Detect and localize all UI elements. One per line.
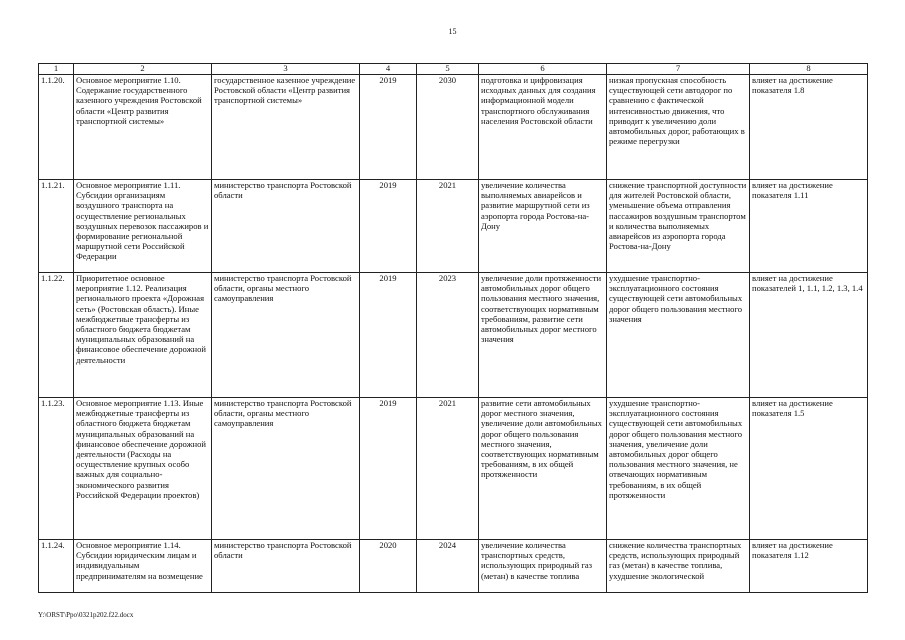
- end-year-cell: 2030: [417, 75, 479, 180]
- activities-table: [38, 63, 868, 593]
- row-number: 1.1.22.: [39, 273, 74, 398]
- consequence-cell: ухудшение транспортно-эксплуатационного состояния существующей сети автомобильных дорог общего пользования местного значения, увеличение доли автомобильных дорог общего пользования местного значения, не отвечающих нормативным требованиям, в их общей протяженности: [607, 398, 750, 540]
- indicator-link-cell: влияет на достижение показателя 1.11: [750, 180, 868, 273]
- column-header: 6: [479, 64, 607, 75]
- column-header: 3: [212, 64, 360, 75]
- executor-cell: министерство транспорта Ростовской области: [212, 540, 360, 593]
- column-header: 7: [607, 64, 750, 75]
- activity-cell: Приоритетное основное мероприятие 1.12. Реализация регионального проекта «Дорожная сеть» (Ростовская область). Иные межбюджетные трансферты из областного бюджета бюджетам муниципальных образований на финансовое обеспечение дорожной деятельности: [74, 273, 212, 398]
- column-header: 5: [417, 64, 479, 75]
- indicator-link-cell: влияет на достижение показателей 1, 1.1, 1.2, 1.3, 1.4: [750, 273, 868, 398]
- column-header: 2: [74, 64, 212, 75]
- table-row: [39, 273, 868, 398]
- table-container: [38, 63, 868, 607]
- result-cell: подготовка и цифровизация исходных данных для создания информационной модели транспортного обслуживания населения Ростовской области: [479, 75, 607, 180]
- executor-cell: министерство транспорта Ростовской области, органы местного самоуправления: [212, 398, 360, 540]
- start-year-cell: 2020: [360, 540, 417, 593]
- column-header: 4: [360, 64, 417, 75]
- result-cell: увеличение количества выполняемых авиарейсов и развитие маршрутной сети из аэропорта города Ростова-на-Дону: [479, 180, 607, 273]
- row-number: 1.1.23.: [39, 398, 74, 540]
- start-year-cell: 2019: [360, 273, 417, 398]
- document-path-footer: Y:\ORST\Ppo\0321p202.f22.docx: [38, 611, 134, 619]
- consequence-cell: снижение транспортной доступности для жителей Ростовской области, уменьшение объема отправления пассажиров воздушным транспортом и количества выполняемых авиарейсов из аэропорта города Ростова-на-Дону: [607, 180, 750, 273]
- indicator-link-cell: влияет на достижение показателя 1.12: [750, 540, 868, 593]
- table-row: [39, 398, 868, 540]
- result-cell: увеличение доли протяженности автомобильных дорог общего пользования местного значения, соответствующих нормативным требованиям, развитие сети автомобильных дорог местного значения: [479, 273, 607, 398]
- executor-cell: министерство транспорта Ростовской области, органы местного самоуправления: [212, 273, 360, 398]
- consequence-cell: низкая пропускная способность существующей сети автодорог по сравнению с фактической интенсивностью движения, что приводит к увеличению доли автомобильных дорог, работающих в режиме перегрузки: [607, 75, 750, 180]
- start-year-cell: 2019: [360, 398, 417, 540]
- indicator-link-cell: влияет на достижение показателя 1.5: [750, 398, 868, 540]
- executor-cell: министерство транспорта Ростовской области: [212, 180, 360, 273]
- table-row: [39, 540, 868, 593]
- consequence-cell: снижение количества транспортных средств, использующих природный газ (метан) в качестве топлива, ухудшение экологической: [607, 540, 750, 593]
- result-cell: увеличение количества транспортных средств, использующих природный газ (метан) в качестве топлива: [479, 540, 607, 593]
- end-year-cell: 2021: [417, 180, 479, 273]
- table-row: [39, 180, 868, 273]
- row-number: 1.1.24.: [39, 540, 74, 593]
- start-year-cell: 2019: [360, 75, 417, 180]
- row-number: 1.1.21.: [39, 180, 74, 273]
- executor-cell: государственное казенное учреждение Ростовской области «Центр развития транспортной системы»: [212, 75, 360, 180]
- indicator-link-cell: влияет на достижение показателя 1.8: [750, 75, 868, 180]
- table-row: [39, 75, 868, 180]
- start-year-cell: 2019: [360, 180, 417, 273]
- activity-cell: Основное мероприятие 1.13. Иные межбюджетные трансферты из областного бюджета бюджетам муниципальных образований на финансовое обеспечение дорожной деятельности (Расходы на осуществление крупных особо важных для социально-экономического развития Российской Федерации проектов): [74, 398, 212, 540]
- column-header: 8: [750, 64, 868, 75]
- activity-cell: Основное мероприятие 1.11. Субсидии организациям воздушного транспорта на осуществление региональных воздушных перевозок пассажиров и формирование региональной маршрутной сети Российской Федерации: [74, 180, 212, 273]
- end-year-cell: 2024: [417, 540, 479, 593]
- page-number: 15: [448, 27, 457, 36]
- end-year-cell: 2021: [417, 398, 479, 540]
- column-header: 1: [39, 64, 74, 75]
- header-row: [39, 64, 868, 75]
- result-cell: развитие сети автомобильных дорог местного значения, увеличение доли автомобильных дорог общего пользования местного значения, соответствующих нормативным требованиям, в их общей протяженности: [479, 398, 607, 540]
- end-year-cell: 2023: [417, 273, 479, 398]
- activity-cell: Основное мероприятие 1.14. Субсидии юридическим лицам и индивидуальным предпринимателям на возмещение: [74, 540, 212, 593]
- consequence-cell: ухудшение транспортно-эксплуатационного состояния существующей сети автомобильных дорог общего пользования местного значения: [607, 273, 750, 398]
- row-number: 1.1.20.: [39, 75, 74, 180]
- activity-cell: Основное мероприятие 1.10. Содержание государственного казенного учреждения Ростовской области «Центр развития транспортной системы»: [74, 75, 212, 180]
